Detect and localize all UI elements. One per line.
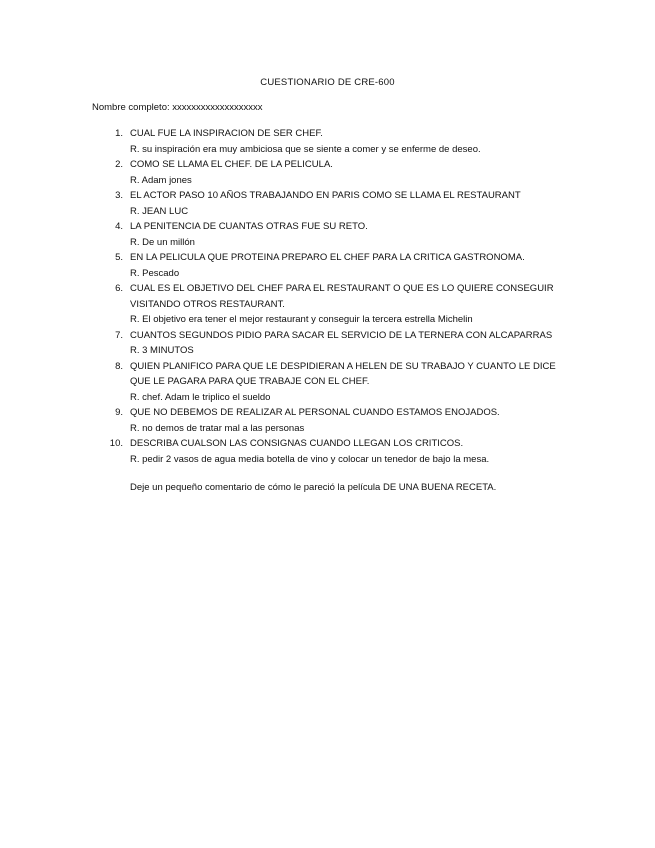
answer-text: R. Pescado [130, 267, 180, 279]
question-number: 10. [109, 438, 123, 449]
question-item-3 [0, 188, 655, 219]
answer-text: R. El objetivo era tener el mejor restaurant y conseguir la tercera estrella Michelin [130, 314, 473, 325]
comment-instruction: Deje un pequeño comentario de cómo le pareció la película DE UNA BUENA RECETA. [130, 482, 497, 493]
question-text: EL ACTOR PASO 10 AÑOS TRABAJANDO EN PARIS COMO SE LLAMA EL RESTAURANT [130, 190, 521, 201]
answer-text: R. De un millón [130, 236, 195, 248]
question-item-8 [0, 359, 655, 406]
question-item-2 [0, 157, 655, 188]
question-text: CUAL ES EL OBJETIVO DEL CHEF PARA EL RESTAURANT O QUE ES LO QUIERE CONSEGUIR VISITANDO OTROS RESTAURANT. [130, 283, 554, 310]
question-list [0, 126, 655, 467]
answer-text: R. Adam jones [130, 174, 192, 186]
question-text: EN LA PELICULA QUE PROTEINA PREPARO EL CHEF PARA LA CRITICA GASTRONOMA. [130, 252, 525, 263]
answer-text: R. 3 MINUTOS [130, 345, 194, 356]
question-number: 5. [115, 252, 123, 263]
question-text: CUAL FUE LA INSPIRACION DE SER CHEF. [130, 128, 323, 139]
question-number: 9. [115, 407, 123, 418]
question-text: QUE NO DEBEMOS DE REALIZAR AL PERSONAL CUANDO ESTAMOS ENOJADOS. [130, 407, 500, 418]
question-number: 6. [115, 283, 123, 294]
question-text: QUIEN PLANIFICO PARA QUE LE DESPIDIERAN A HELEN DE SU TRABAJO Y CUANTO LE DICE QUE LE PAGARA PARA QUE TRABAJE CON EL CHEF. [130, 360, 556, 387]
question-text: COMO SE LLAMA EL CHEF. DE LA PELICULA. [130, 159, 333, 170]
question-number: 8. [115, 360, 123, 372]
question-item-7 [0, 328, 655, 359]
question-item-1 [0, 126, 655, 157]
question-item-6 [0, 281, 655, 328]
question-item-9 [0, 405, 655, 436]
question-number: 7. [115, 329, 123, 341]
question-number: 3. [115, 190, 123, 201]
question-text: DESCRIBA CUALSON LAS CONSIGNAS CUANDO LLEGAN LOS CRITICOS. [130, 438, 464, 449]
question-item-4 [0, 219, 655, 250]
answer-text: R. chef. Adam le triplico el sueldo [130, 391, 271, 403]
question-item-5 [0, 250, 655, 281]
answer-text: R. JEAN LUC [130, 205, 189, 217]
question-number: 2. [115, 159, 123, 170]
question-text: CUANTOS SEGUNDOS PIDIO PARA SACAR EL SERVICIO DE LA TERNERA CON ALCAPARRAS [130, 329, 553, 341]
document-title: CUESTIONARIO DE CRE-600 [260, 77, 395, 88]
full-name-line: Nombre completo: xxxxxxxxxxxxxxxxxxx [92, 102, 263, 113]
question-number: 1. [115, 128, 123, 139]
answer-text: R. pedir 2 vasos de agua media botella de vino y colocar un tenedor de bajo la mesa. [130, 453, 490, 465]
question-text: LA PENITENCIA DE CUANTAS OTRAS FUE SU RETO. [130, 221, 368, 232]
question-item-10 [0, 436, 655, 467]
answer-text: R. no demos de tratar mal a las personas [130, 422, 305, 434]
question-number: 4. [115, 221, 123, 232]
answer-text: R. su inspiración era muy ambiciosa que se siente a comer y se enferme de deseo. [130, 143, 481, 155]
